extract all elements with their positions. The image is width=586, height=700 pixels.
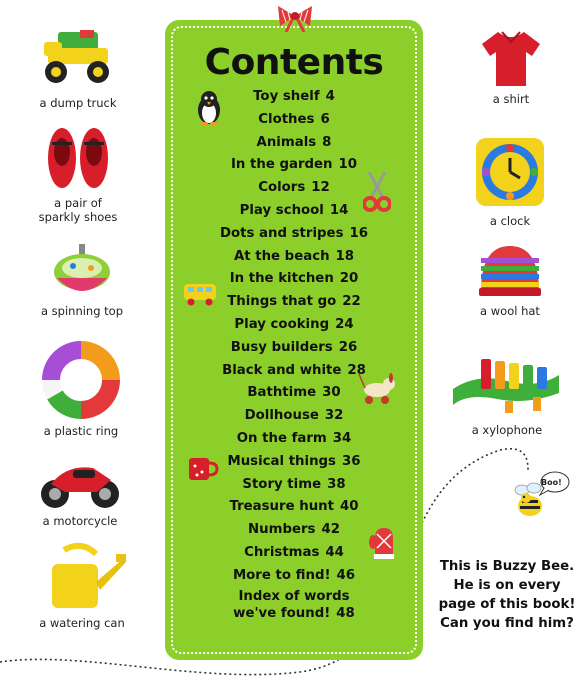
- shoes-caption-line2: sparkly shoes: [38, 210, 118, 224]
- xylophone-caption: a xylophone: [471, 423, 543, 437]
- page-title: Contents: [204, 42, 384, 83]
- toc-entry-label: Black and white: [222, 362, 342, 378]
- toy-bus-icon: [182, 282, 218, 306]
- wool-hat-caption: a wool hat: [480, 304, 540, 318]
- toc-entry-page: 28: [347, 362, 366, 378]
- speech-bubble-text: Boo!: [541, 478, 562, 487]
- shoes-caption-line1: a pair of: [54, 196, 102, 210]
- toc-entry-label: Treasure hunt: [229, 499, 334, 515]
- toc-entry-page: 40: [339, 499, 359, 515]
- dump-truck-icon: [36, 28, 120, 92]
- plastic-ring-icon: [41, 340, 121, 420]
- toc-entry-index[interactable]: [165, 588, 423, 624]
- motorcycle-caption: a motorcycle: [42, 514, 118, 528]
- toc-entry-label: More to find!: [232, 567, 331, 583]
- toc-entry-label: In the garden: [230, 157, 333, 173]
- toc-entry[interactable]: [165, 337, 423, 360]
- toc-entry-label: Things that go: [227, 294, 337, 310]
- toc-entry-page: 38: [327, 476, 346, 492]
- toc-entry-page: 26: [338, 339, 358, 355]
- buzzy-line-2: He is on every: [453, 578, 561, 593]
- oven-mitt-icon: [369, 526, 397, 560]
- toc-entry-label: Play school: [239, 202, 324, 218]
- toc-entry[interactable]: [165, 496, 423, 519]
- toc-entry-page: 20: [339, 271, 359, 287]
- toc-entry-label: Play cooking: [234, 316, 330, 332]
- toc-entry[interactable]: [165, 405, 423, 428]
- toc-entry[interactable]: [165, 132, 423, 155]
- buzzy-bee-text: [432, 557, 582, 633]
- shirt-caption: a shirt: [492, 92, 530, 106]
- dump-truck-item: [28, 28, 128, 110]
- bow-icon: [276, 4, 314, 32]
- toc-entry-page: 46: [336, 567, 356, 583]
- toc-entry-label: Clothes: [258, 111, 315, 127]
- toc-entry-page: 24: [335, 316, 354, 332]
- toc-entry-label: On the farm: [236, 430, 327, 446]
- toc-entry-page: 18: [335, 248, 355, 264]
- toc-entry-label: Dots and stripes: [219, 225, 344, 241]
- toc-entry-label: Numbers: [248, 522, 316, 538]
- toc-entry-label: Toy shelf: [253, 89, 320, 104]
- toc-entry-page: 44: [325, 544, 344, 560]
- toc-entry-page: 36: [341, 453, 361, 469]
- buzzy-line-3: page of this book!: [438, 597, 576, 612]
- toc-entry-page: 6: [320, 111, 330, 127]
- toc-entry-label: At the beach: [233, 248, 330, 264]
- shoes-item: [26, 122, 130, 224]
- toc-entry-page: 14: [329, 202, 349, 218]
- toc-entry-label-line1: Index of words: [238, 588, 350, 604]
- toc-entry-page: 22: [342, 294, 361, 310]
- shirt-item: [466, 28, 556, 106]
- mug-icon: [187, 454, 219, 482]
- dump-truck-caption: a dump truck: [39, 96, 117, 110]
- xylophone-icon: [447, 345, 567, 417]
- wool-hat-item: [462, 244, 558, 318]
- plastic-ring-item: [26, 340, 136, 438]
- toc-entry[interactable]: [165, 565, 423, 588]
- toc-entry-page: 12: [311, 180, 330, 196]
- toc-entry-page: 48: [336, 605, 355, 621]
- toc-entry-page: 30: [322, 385, 341, 401]
- shoes-icon: [38, 122, 118, 192]
- toc-entry[interactable]: [165, 223, 423, 246]
- toc-entry-label: Bathtime: [247, 385, 317, 401]
- toc-entry-label: Story time: [242, 476, 322, 492]
- toc-entry[interactable]: [165, 246, 423, 269]
- motorcycle-icon: [37, 458, 123, 510]
- pull-toy-dog-icon: [357, 372, 397, 408]
- spinning-top-icon: [49, 244, 115, 300]
- clock-item: [462, 134, 558, 228]
- toc-entry-page: 32: [324, 408, 344, 424]
- toc-entry-label: Christmas: [244, 544, 320, 560]
- xylophone-item: [442, 345, 572, 437]
- watering-can-icon: [36, 542, 128, 612]
- wool-hat-icon: [475, 244, 545, 298]
- scissors-icon: [363, 170, 391, 214]
- toc-entry[interactable]: [165, 314, 423, 337]
- motorcycle-item: [30, 458, 130, 528]
- toc-entry-page: 8: [322, 134, 332, 150]
- clock-icon: [472, 134, 548, 210]
- buzzy-line-1: This is Buzzy Bee.: [439, 559, 575, 574]
- toc-entry-label: Animals: [256, 134, 317, 150]
- penguin-icon: [195, 90, 223, 126]
- toc-entry-page: 42: [321, 522, 340, 538]
- toc-entry-label: In the kitchen: [229, 271, 334, 287]
- toc-entry-label-line2: we've found!: [233, 605, 331, 621]
- plastic-ring-caption: a plastic ring: [43, 424, 119, 438]
- toc-entry-label: Musical things: [227, 453, 336, 469]
- watering-can-item: [24, 542, 140, 630]
- spinning-top-caption: a spinning top: [40, 304, 124, 318]
- toc-entry-page: 34: [332, 430, 352, 446]
- toc-entry-label: Colors: [258, 180, 306, 196]
- spinning-top-item: [30, 244, 134, 318]
- clock-caption: a clock: [489, 214, 531, 228]
- watering-can-caption: a watering can: [39, 616, 125, 630]
- toc-entry-page: 16: [349, 225, 368, 241]
- toc-entry-page: 10: [338, 157, 358, 173]
- toc-entry[interactable]: [165, 428, 423, 451]
- toc-entry-label: Busy builders: [230, 339, 333, 355]
- buzzy-line-4: Can you find him?: [440, 616, 574, 631]
- shirt-icon: [476, 28, 546, 88]
- toc-entry-label: Dollhouse: [244, 408, 319, 424]
- toc-entry-page: 4: [325, 89, 335, 104]
- contents-panel: [165, 20, 423, 660]
